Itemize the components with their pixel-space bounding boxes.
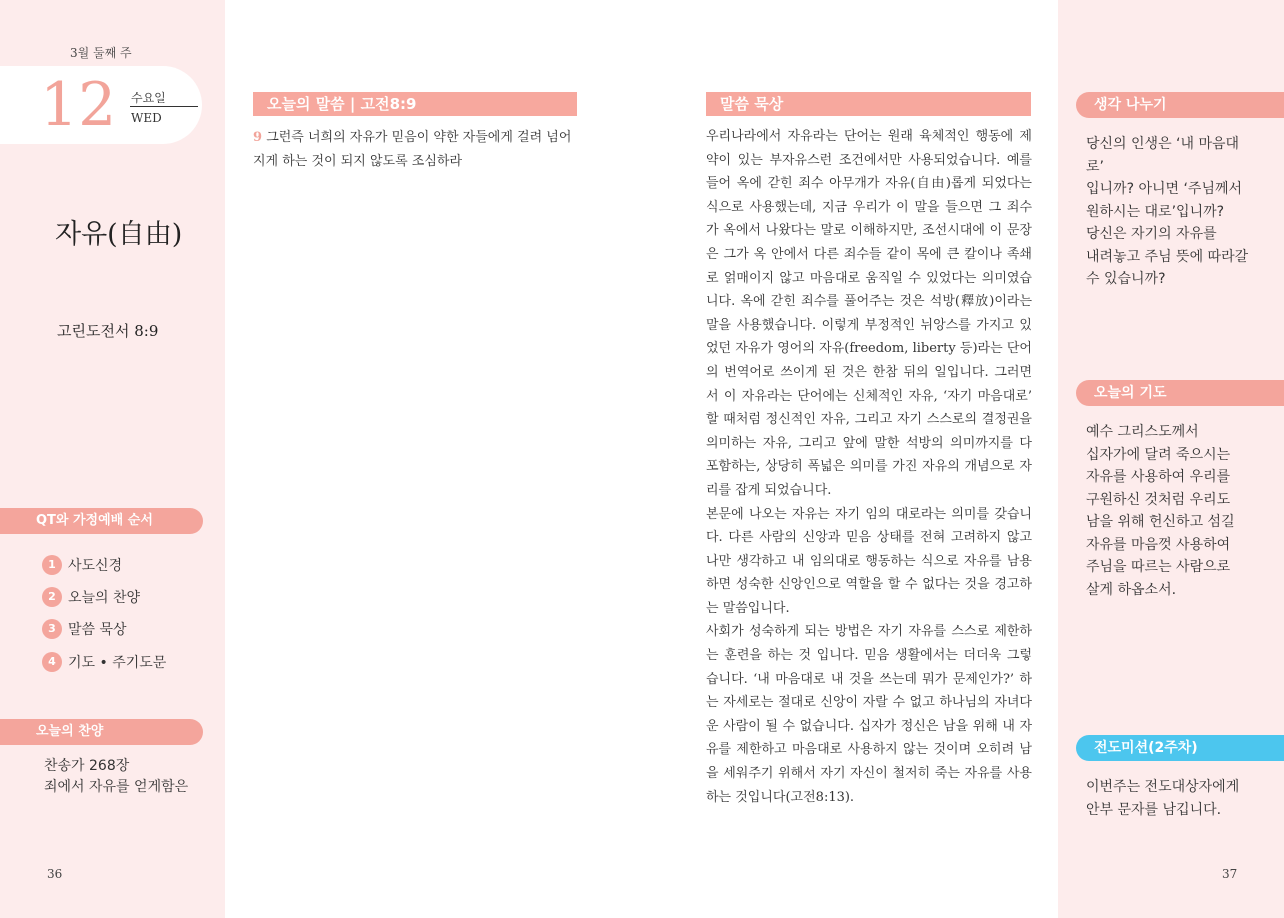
sharing-line: 내려놓고 주님 뜻에 따라갈	[1086, 248, 1249, 265]
order-item-label: 기도 • 주기도문	[68, 655, 167, 671]
scripture-reference: 고린도전서 8:9	[57, 322, 159, 340]
order-number-badge: 1	[42, 555, 62, 575]
week-label: 3월 둘째 주	[70, 46, 132, 60]
order-item	[42, 555, 122, 575]
page-number-left: 36	[47, 867, 63, 881]
order-number-badge: 2	[42, 587, 62, 607]
prayer-line: 주님을 따르는 사람으로	[1086, 559, 1231, 575]
verse-number: 9	[253, 130, 263, 145]
prayer-text	[1086, 421, 1256, 601]
day-number: 12	[40, 70, 117, 140]
day-divider	[130, 106, 198, 107]
prayer-line: 자유를 사용하여 우리를	[1086, 469, 1231, 485]
verse-text	[253, 126, 583, 174]
order-item-label: 오늘의 찬양	[68, 590, 141, 606]
order-title: QT와 가정예배 순서	[0, 508, 203, 534]
prayer-line: 예수 그리스도께서	[1086, 424, 1199, 440]
sharing-text	[1086, 133, 1256, 291]
day-of-week-korean: 수요일	[131, 91, 166, 105]
order-item	[42, 587, 140, 607]
meditation-paragraph: 우리나라에서 자유라는 단어는 원래 육체적인 행동에 제약이 있는 부자유스런 조건에서만 사용되었습니다. 예를 들어 옥에 갇힌 죄수 아무개가 자유(自由)롭게 되었다는 식으로 사용했는데, 지금 우리가 이 말을 들으면 그 죄수가 옥에서 나왔다는 말로 이해하지만, 조선시대에 이 문장은 그가 옥 안에서 다른 죄수들 같이 목에 큰 칼이나 족쇄로 얽매이지 않고 마음대로 움직일 수 있었다는 의미였습니다. 옥에 갇힌 죄수를 풀어주는 것은 석방(釋放)이라는 말을 사용했습니다. 이렇게 부정적인 뉘앙스를 가지고 있었던 자유가 영어의 자유(freedom, liberty 등)라는 단어의 번역어로 쓰이게 된 것은 한참 뒤의 일입니다. 그러면서 이 자유라는 단어에는 신체적인 자유, ‘자기 마음대로’ 할 때처럼 정신적인 자유, 그리고 자기 스스로의 결정권을 의미하는 자유, 그리고 앞에 말한 석방의 의미까지를 다 포함하는, 상당히 폭넓은 의미를 가진 자유의 개념으로 자리를 잡게 되었습니다.	[706, 129, 1032, 498]
meditation-paragraph: 사회가 성숙하게 되는 방법은 자기 자유를 스스로 제한하는 훈련을 하는 것 입니다. 믿음 생활에서는 더더욱 그렇습니다. ‘내 마음대로 내 것을 쓰는데 뭐가 문제인가?’ 하는 자세로는 절대로 신앙이 자랄 수 없고 하나님의 자녀다운 사람이 될 수 없습니다. 십자가 정신은 남을 위해 내 자유를 제한하고 마음대로 사용하지 않는 것이며 오히려 남을 세워주기 위해서 자기 자신이 철저히 죽는 자유를 사용하는 것입니다(고전8:13).	[706, 624, 1032, 805]
meditation-header: 말씀 묵상	[706, 92, 1031, 116]
hymn-title: 오늘의 찬양	[0, 719, 203, 745]
prayer-title: 오늘의 기도	[1076, 380, 1284, 406]
order-item	[42, 619, 127, 639]
verse-body: 그런즉 너희의 자유가 믿음이 약한 자들에게 걸려 넘어지게 하는 것이 되지 않도록 조심하라	[253, 130, 572, 169]
meditation-paragraph: 본문에 나오는 자유는 자기 임의 대로라는 의미를 갖습니다. 다른 사람의 신앙과 믿음 상태를 전혀 고려하지 않고 나만 생각하고 내 임의대로 행동하는 식으로 자유를 남용하면 성숙한 신앙인으로 역할을 할 수 없다는 것을 경고하는 말씀입니다.	[706, 506, 1032, 616]
mission-line: 안부 문자를 남깁니다.	[1086, 801, 1222, 818]
prayer-line: 십자가에 달려 죽으시는	[1086, 446, 1231, 463]
sharing-title: 생각 나누기	[1076, 92, 1284, 118]
hymn-name: 죄에서 자유를 얻게함은	[44, 779, 189, 795]
order-item	[42, 652, 166, 672]
mission-text	[1086, 776, 1256, 821]
order-number-badge: 4	[42, 652, 62, 672]
mission-line: 이번주는 전도대상자에게	[1086, 779, 1240, 795]
order-item-label: 사도신경	[68, 558, 123, 574]
prayer-line: 살게 하옵소서.	[1086, 581, 1177, 598]
order-item-label: 말씀 묵상	[68, 622, 127, 638]
sharing-line: 수 있습니까?	[1086, 271, 1166, 287]
topic-title: 자유(自由)	[55, 219, 183, 250]
prayer-line: 자유를 마음껏 사용하여	[1086, 536, 1231, 553]
sharing-line: 입니까? 아니면 ‘주님께서	[1086, 181, 1243, 197]
page-number-right: 37	[1222, 867, 1238, 881]
sharing-line: 원하시는 대로’입니까?	[1086, 203, 1225, 220]
hymn-info	[44, 756, 188, 798]
hymn-number: 찬송가 268장	[44, 758, 130, 774]
order-number-badge: 3	[42, 619, 62, 639]
day-of-week-english: WED	[131, 111, 162, 125]
mission-title: 전도미션(2주차)	[1076, 735, 1284, 761]
meditation-body	[706, 125, 1032, 809]
prayer-line: 남을 위해 헌신하고 섬길	[1086, 514, 1235, 530]
sharing-line: 당신의 인생은 ‘내 마음대로’	[1086, 136, 1240, 175]
sharing-line: 당신은 자기의 자유를	[1086, 226, 1217, 242]
prayer-line: 구원하신 것처럼 우리도	[1086, 491, 1231, 508]
todays-word-header: 오늘의 말씀 | 고전8:9	[253, 92, 577, 116]
